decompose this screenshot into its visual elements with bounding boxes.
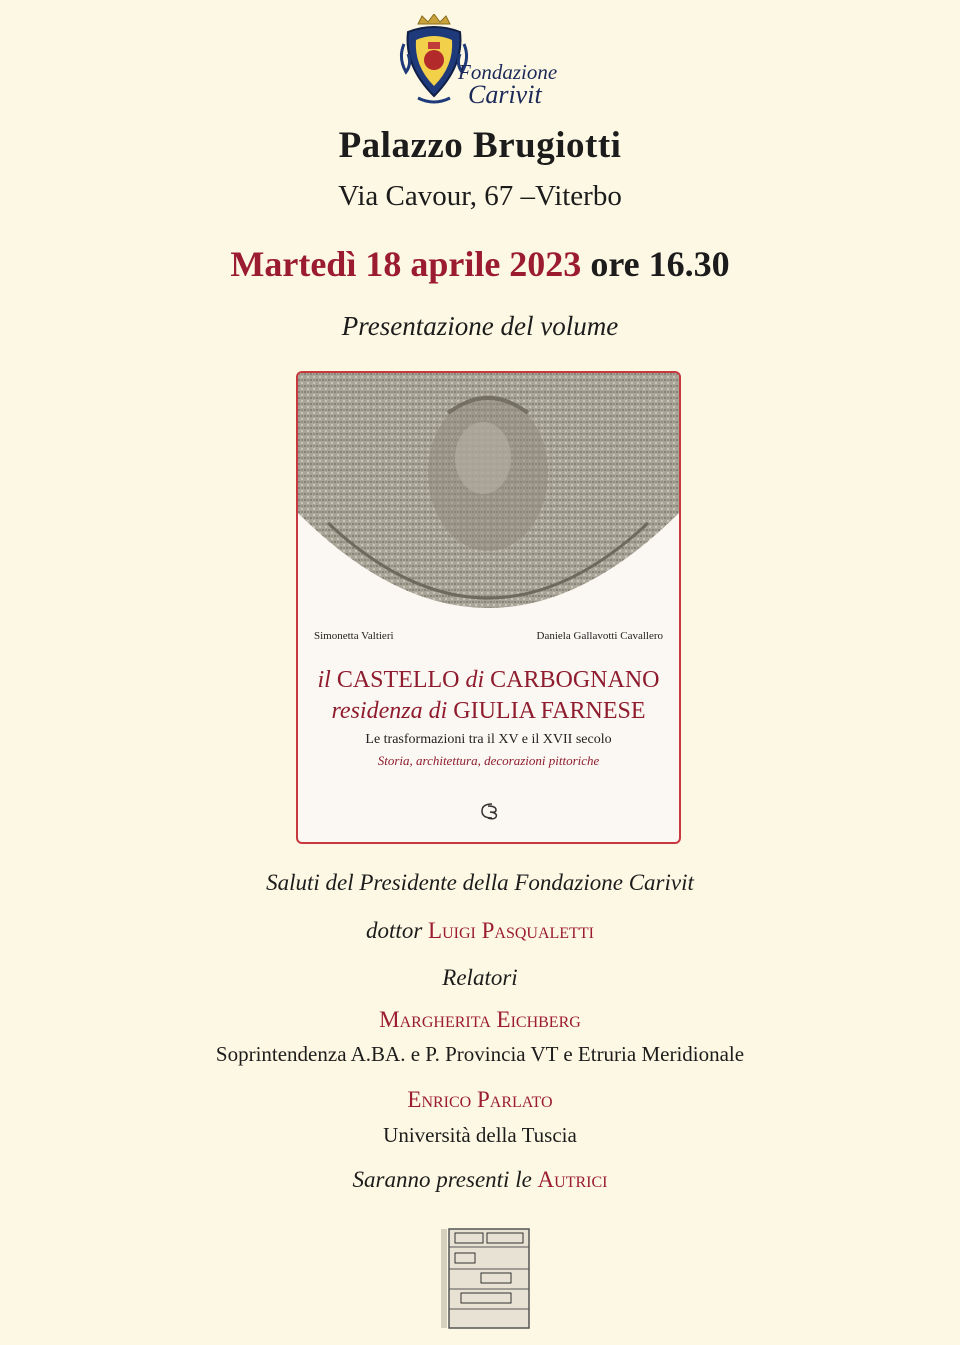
greeting: Saluti del Presidente della Fondazione Carivit <box>266 870 694 895</box>
publisher-mark-icon <box>476 798 502 824</box>
speaker-name-2: Enrico Parlato <box>407 1087 553 1112</box>
logo-text-fondazione: Fondazione <box>458 60 558 84</box>
venue-address: Via Cavour, 67 –Viterbo <box>338 180 622 212</box>
venue-name: Palazzo Brugiotti <box>338 125 622 166</box>
fondazione-carivit-logo <box>398 14 578 109</box>
rinascimento-badge-icon <box>441 1227 533 1330</box>
event-intro: Presentazione del volume <box>341 311 619 341</box>
logo-text-carivit: Carivit <box>468 80 542 109</box>
event-datetime <box>0 243 960 285</box>
speaker-name-1: Margherita Eichberg <box>379 1007 581 1032</box>
book-author-right: Daniela Gallavotti Cavallero <box>536 630 663 642</box>
event-time: ore 16.30 <box>590 244 730 284</box>
book-title-line1: il CASTELLO di CARBOGNANO <box>317 667 660 693</box>
speakers-heading: Relatori <box>442 965 518 990</box>
event-date: Martedì 18 aprile 2023 <box>230 244 582 284</box>
book-author-left: Simonetta Valtieri <box>314 630 394 642</box>
authors-note: Saranno presenti le Autrici <box>352 1167 608 1192</box>
president: dottor Luigi Pasqualetti <box>366 918 594 943</box>
book-title-line2: residenza di GIULIA FARNESE <box>331 698 646 724</box>
speaker-affiliation-2: Università della Tuscia <box>383 1123 577 1147</box>
book-cover <box>296 371 681 844</box>
book-subtitle-italic: Storia, architettura, decorazioni pittoriche <box>377 753 600 768</box>
book-subtitle: Le trasformazioni tra il XV e il XVII secolo <box>365 732 612 747</box>
speaker-affiliation-1: Soprintendenza A.BA. e P. Provincia VT e Etruria Meridionale <box>215 1042 745 1066</box>
stone-medallion-image <box>298 373 679 623</box>
